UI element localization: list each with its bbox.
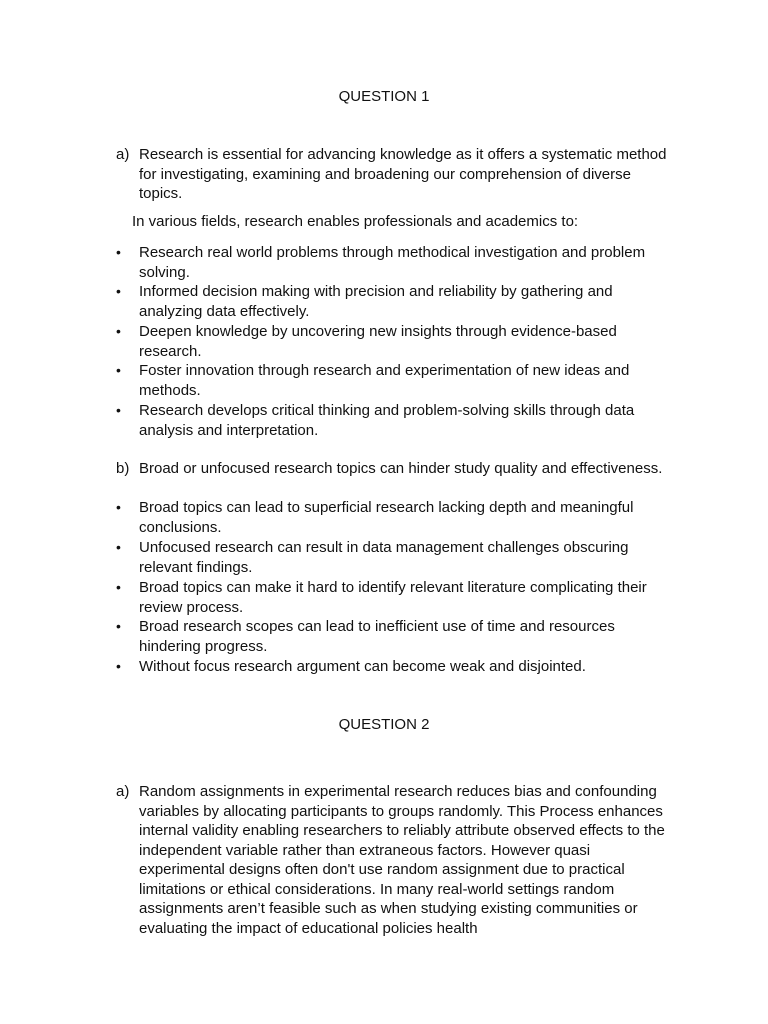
q1-a-bullet-1 <box>116 243 676 282</box>
q1-part-b-text: Broad or unfocused research topics can hinder study quality and effectiveness. <box>139 460 663 477</box>
q1-part-a-marker: a) <box>116 146 130 163</box>
bullet-icon: • <box>116 579 121 595</box>
bullet-icon: • <box>116 618 121 634</box>
q1-a-bullet-5 <box>116 401 676 440</box>
q1-b-bullet-4 <box>116 617 676 656</box>
q1-a-bullet-4-text: Foster innovation through research and experimentation of new ideas and methods. <box>139 362 630 399</box>
q1-a-bullet-2 <box>116 282 676 321</box>
q1-b-bullet-4-text: Broad research scopes can lead to inefficient use of time and resources hindering progress. <box>139 618 615 655</box>
bullet-icon: • <box>116 499 121 515</box>
q1-b-bullet-2 <box>116 538 676 577</box>
q1-b-bullet-5-text: Without focus research argument can become weak and disjointed. <box>139 658 586 675</box>
q1-b-bullet-1 <box>116 498 676 537</box>
q1-b-bullet-3 <box>116 578 676 617</box>
q1-a-bullet-2-text: Informed decision making with precision and reliability by gathering and analyzing data effectively. <box>139 283 613 320</box>
q1-part-b <box>116 459 676 479</box>
q1-part-b-marker: b) <box>116 460 130 477</box>
q1-part-a-intro: In various fields, research enables professionals and academics to: <box>132 213 579 230</box>
q1-a-bullet-3-text: Deepen knowledge by uncovering new insights through evidence-based research. <box>139 323 617 360</box>
bullet-icon: • <box>116 244 121 260</box>
q1-part-a-text: Research is essential for advancing knowledge as it offers a systematic method for investigating, examining and broadening our comprehension of diverse topics. <box>139 146 667 202</box>
q2-part-a-text: Random assignments in experimental research reduces bias and confounding variables by allocating participants to groups randomly. This Process enhances internal validity enabling researchers to reliably attribute observed effects to the independent variable rather than extraneous factors. However quasi experimental designs often don't use random assignment due to practical limitations or ethical considerations. In many real-world settings random assignments aren’t feasible such as when studying existing communities or evaluating the impact of educational policies health <box>139 783 665 937</box>
q2-part-a <box>116 782 676 938</box>
q1-a-bullet-5-text: Research develops critical thinking and problem-solving skills through data analysis and interpretation. <box>139 402 635 439</box>
q1-b-bullet-2-text: Unfocused research can result in data management challenges obscuring relevant findings. <box>139 539 629 576</box>
bullet-icon: • <box>116 402 121 418</box>
q2-part-a-marker: a) <box>116 783 130 800</box>
bullet-icon: • <box>116 362 121 378</box>
question-2-heading: QUESTION 2 <box>338 716 430 733</box>
bullet-icon: • <box>116 539 121 555</box>
q1-a-bullet-3 <box>116 322 676 361</box>
q1-part-a <box>116 145 676 204</box>
q1-b-bullet-5 <box>116 657 676 677</box>
bullet-icon: • <box>116 323 121 339</box>
q1-a-bullet-4 <box>116 361 676 400</box>
q1-b-bullet-3-text: Broad topics can make it hard to identify relevant literature complicating their review process. <box>139 579 647 616</box>
q1-b-bullet-1-text: Broad topics can lead to superficial research lacking depth and meaningful conclusions. <box>139 499 634 536</box>
bullet-icon: • <box>116 283 121 299</box>
bullet-icon: • <box>116 658 121 674</box>
question-1-heading: QUESTION 1 <box>338 88 430 105</box>
q1-a-bullet-1-text: Research real world problems through methodical investigation and problem solving. <box>139 244 646 281</box>
